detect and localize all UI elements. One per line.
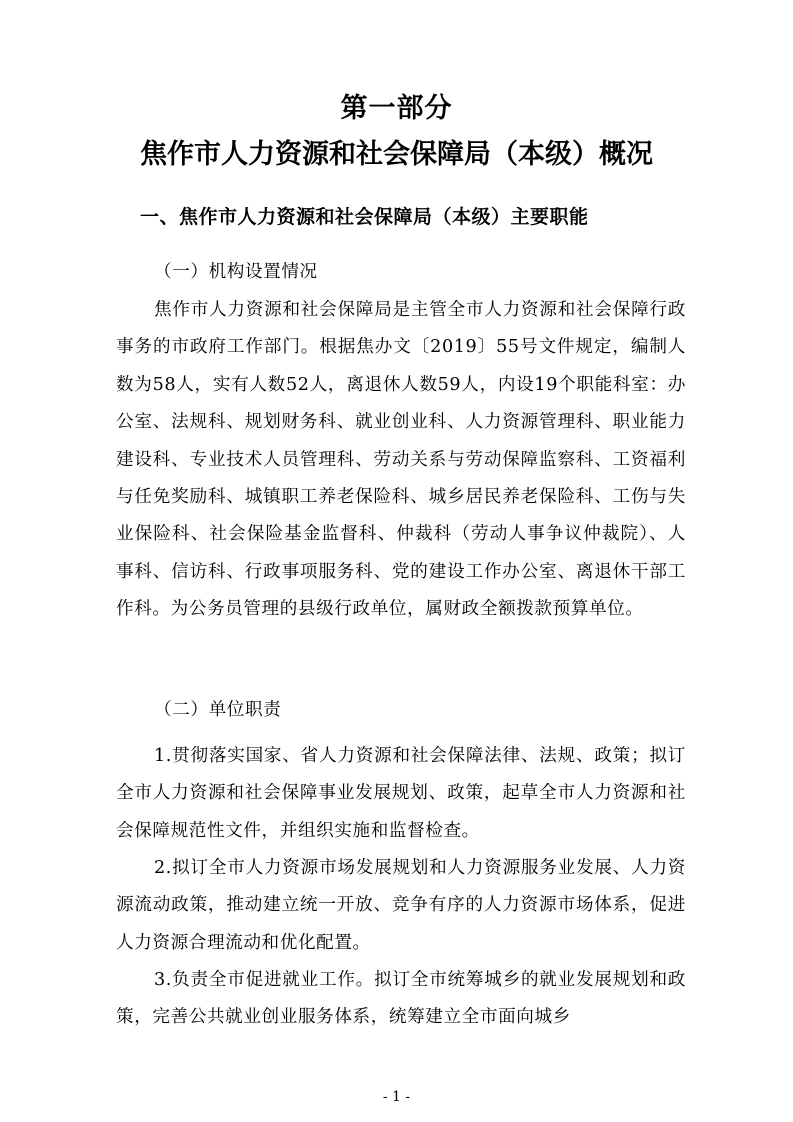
subsection-heading-duties: （二）单位职责 [154,700,282,720]
page-number: - 1 - [382,1089,411,1105]
subsection-heading-organization: （一）机构设置情况 [154,262,318,282]
paragraph-duty-2: 2.拟订全市人力资源市场发展规划和人力资源服务业发展、人力资源流动政策，推动建立统一开放、竞争有序的人力资源市场体系，促进人力资源合理流动和优化配置。 [116,858,686,953]
document-title: 焦作市人力资源和社会保障局（本级）概况 [140,139,653,170]
section-heading-main-functions: 一、焦作市人力资源和社会保障局（本级）主要职能 [140,206,589,228]
paragraph-duty-1: 1.贯彻落实国家、省人力资源和社会保障法律、法规、政策；拟订全市人力资源和社会保障事业发展规划、政策，起草全市人力资源和社会保障规范性文件，并组织实施和监督检查。 [116,746,686,841]
paragraph-organization: 焦作市人力资源和社会保障局是主管全市人力资源和社会保障行政事务的市政府工作部门。根据焦办文〔2019〕55号文件规定，编制人数为58人，实有人数52人，离退休人数59人，内设19个职能科室：办公室、法规科、规划财务科、就业创业科、人力资源管理科、职业能力建设科、专业技术人员管理科、劳动关系与劳动保障监察科、工资福利与任免奖励科、城镇职工养老保险科、城乡居民养老保险科、工伤与失业保险科、社会保险基金监督科、仲裁科（劳动人事争议仲裁院）、人事科、信访科、行政事项服务科、党的建设工作办公室、离退休干部工作科。为公务员管理的县级行政单位，属财政全额拨款预算单位。 [116,300,686,620]
part-title: 第一部分 [340,93,453,124]
paragraph-duty-3: 3.负责全市促进就业工作。拟订全市统筹城乡的就业发展规划和政策，完善公共就业创业服务体系，统筹建立全市面向城乡 [116,970,686,1028]
